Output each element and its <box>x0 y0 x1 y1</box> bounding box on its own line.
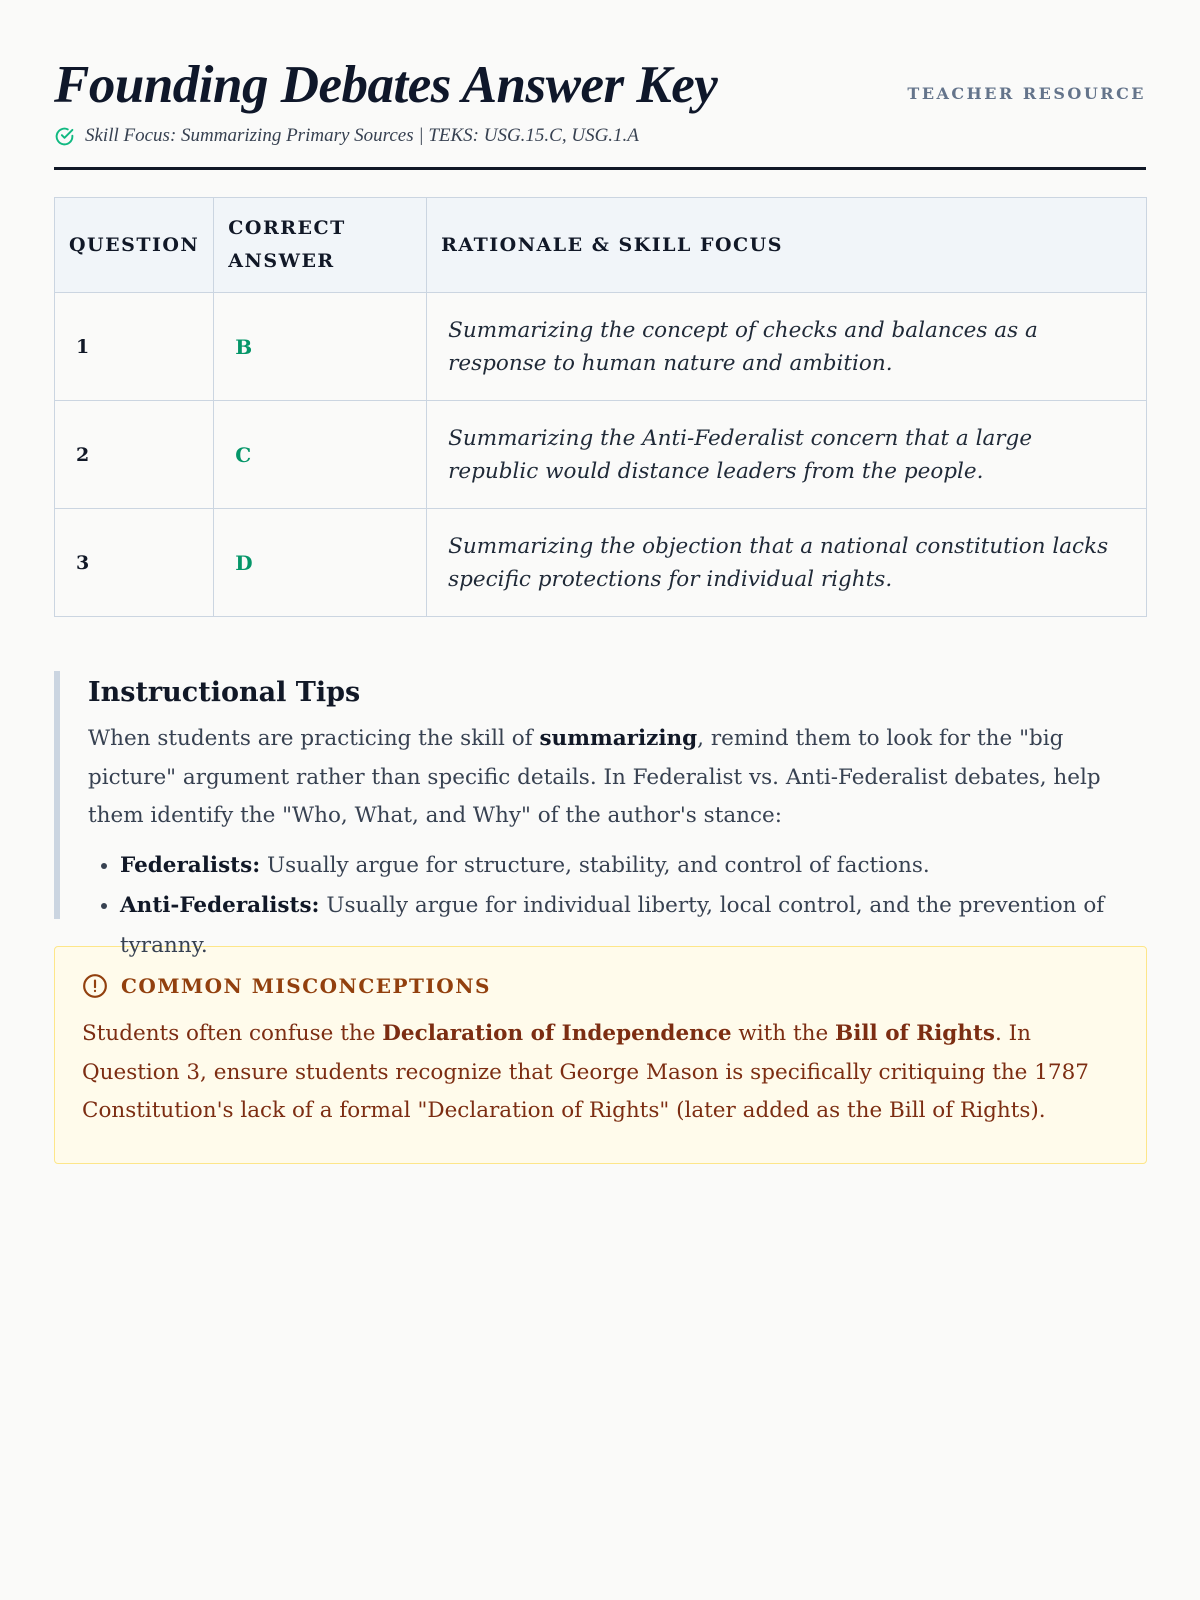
tips-intro <box>88 720 1147 836</box>
misconceptions-text-part: . In Question 3, ensure students recognize that George Mason is specifically critiquing the 1787 Constitution's lack of a formal "Declaration of Rights" (later added as the Bill of Rights). <box>82 1021 1089 1123</box>
rationale-text: Summarizing the Anti-Federalist concern that a large republic would distance leaders from the people. <box>427 401 1147 509</box>
page-title: Founding Debates Answer Key <box>54 56 718 114</box>
alert-circle-icon <box>82 973 108 999</box>
correct-answer: B <box>214 293 427 401</box>
table-row <box>55 401 1147 509</box>
tips-intro-text-end: , remind them to look for the "big picture" argument rather than specific details. In Federalist vs. Anti-Federalist debates, help them identify the "Who, What, and Why" of the author's stance: <box>88 726 1101 828</box>
list-item <box>120 846 1147 886</box>
rationale-text: Summarizing the concept of checks and balances as a response to human nature and ambition. <box>427 293 1147 401</box>
table-row <box>55 509 1147 617</box>
list-item-text: Usually argue for structure, stability, and control of factions. <box>260 852 930 878</box>
question-number: 1 <box>55 293 214 401</box>
correct-answer: D <box>214 509 427 617</box>
correct-answer: C <box>214 401 427 509</box>
misconceptions-text <box>82 1015 1119 1131</box>
question-number: 3 <box>55 509 214 617</box>
table-header-row <box>55 198 1147 293</box>
misconceptions-bold-term: Bill of Rights <box>835 1021 996 1046</box>
common-misconceptions-box <box>54 946 1147 1164</box>
table-row <box>55 293 1147 401</box>
skill-focus-subtitle <box>54 125 639 147</box>
answer-table <box>54 197 1147 617</box>
tips-intro-bold: summarizing <box>539 726 698 751</box>
tips-heading: Instructional Tips <box>88 677 361 708</box>
question-number: 2 <box>55 401 214 509</box>
page-header <box>54 54 1146 170</box>
instructional-tips <box>54 671 1147 958</box>
misconceptions-header <box>82 973 1119 999</box>
col-header-rationale: RATIONALE & SKILL FOCUS <box>427 198 1147 293</box>
teacher-resource-label: TEACHER RESOURCE <box>907 84 1146 103</box>
list-item-label: Federalists: <box>120 852 261 878</box>
tips-intro-text: When students are practicing the skill of <box>88 726 540 751</box>
col-header-question: QUESTION <box>55 198 214 293</box>
col-header-answer: CORRECT ANSWER <box>214 198 427 293</box>
check-circle-icon <box>54 126 75 147</box>
misconceptions-bold-term: Declaration of Independence <box>382 1021 732 1046</box>
list-item-text: Usually argue for individual liberty, local control, and the prevention of tyranny. <box>120 892 1105 958</box>
rationale-text: Summarizing the objection that a national constitution lacks specific protections for individual rights. <box>427 509 1147 617</box>
misconceptions-heading: COMMON MISCONCEPTIONS <box>121 974 491 998</box>
list-item-label: Anti-Federalists: <box>120 892 320 918</box>
subtitle-text: Skill Focus: Summarizing Primary Sources | TEKS: USG.15.C, USG.1.A <box>85 125 639 146</box>
misconceptions-text-part: with the <box>731 1021 836 1046</box>
misconceptions-text-part: Students often confuse the <box>82 1021 383 1046</box>
